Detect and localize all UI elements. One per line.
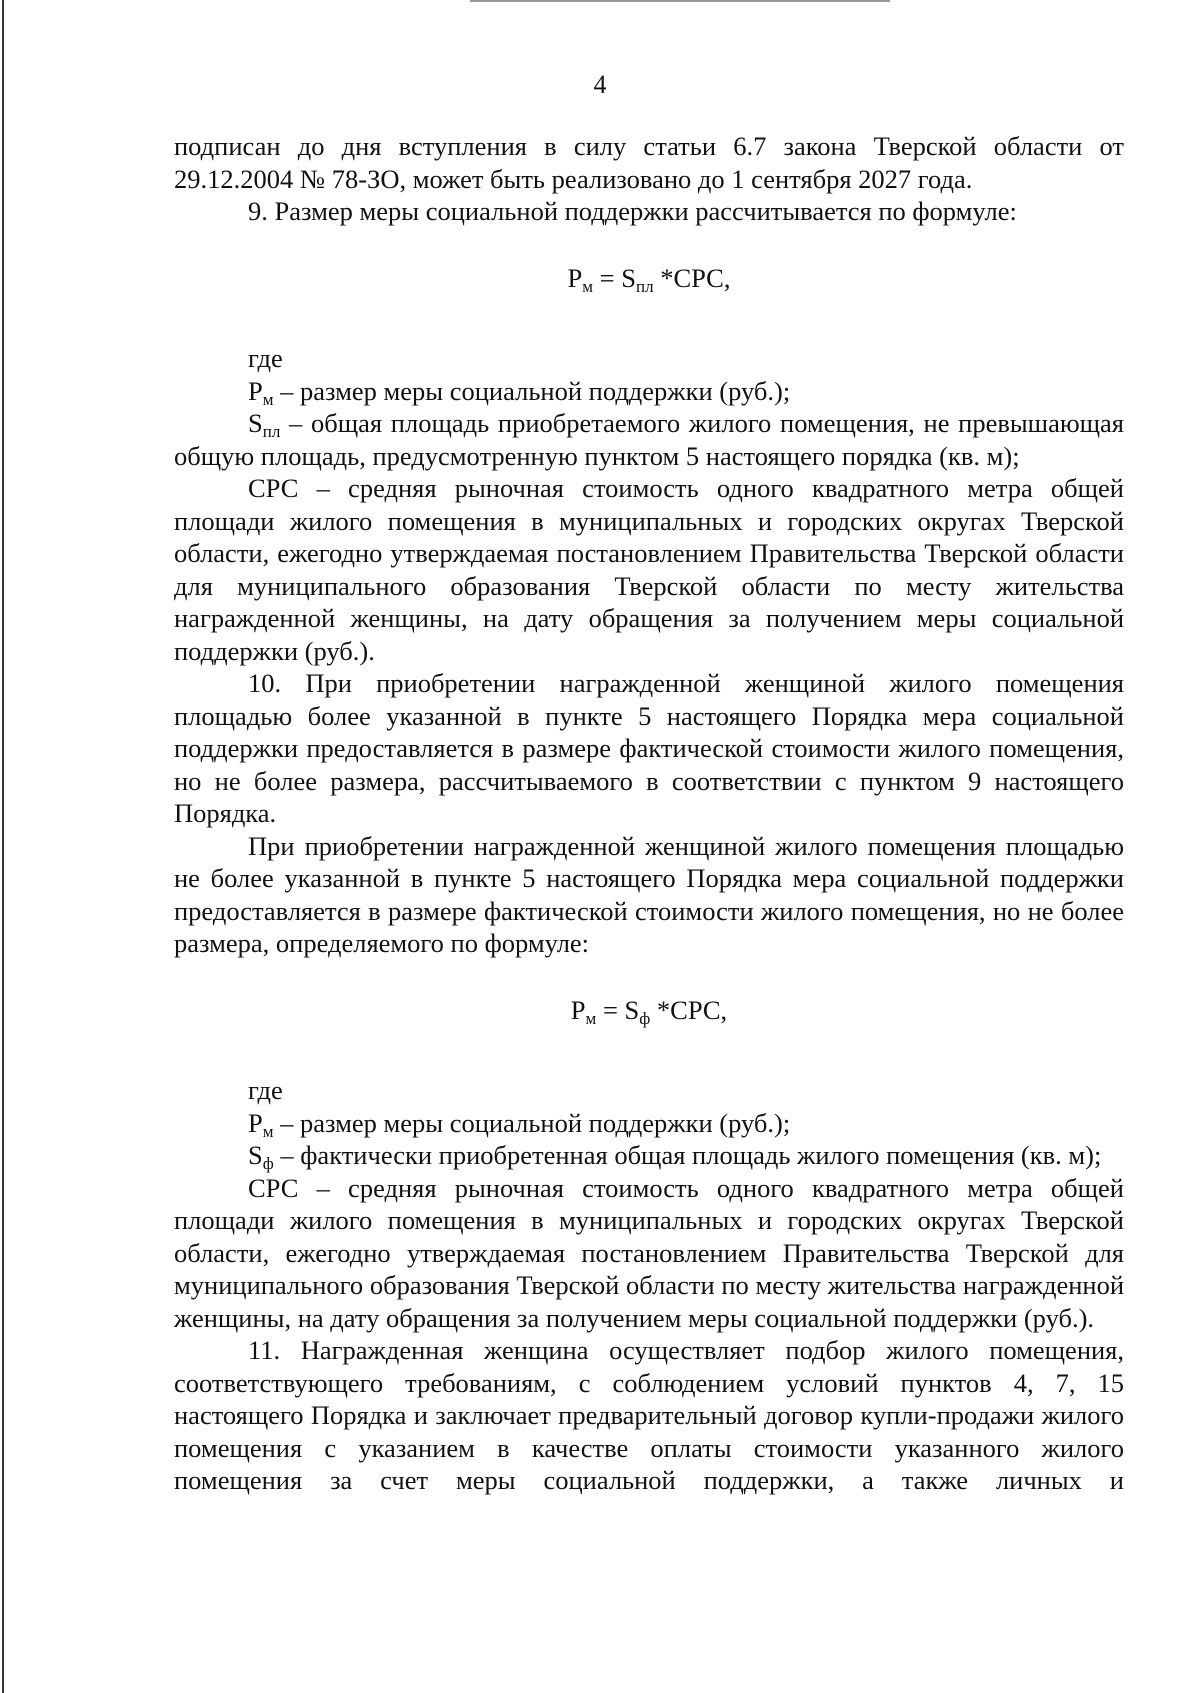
definition-s-pl-text: – общая площадь приобретаемого жилого помещения, не превышающая общую площадь, предусмотренную пунктом 5 настоящего порядка (кв. м); (174, 408, 1124, 471)
definition-pm-1-symbol: P (248, 375, 263, 406)
formula-1-rest: *СРС, (653, 262, 731, 293)
formula-2-eq: = S (596, 994, 640, 1025)
definition-srs-1: СРС – средняя рыночная стоимость одного квадратного метра общей площади жилого помещения в муниципальных и городских округах Тверской области, ежегодно утверждаемая постановлением Правительства Тверской области для муниципального образования Тверской области по месту жительства награжденной женщины, на дату обращения за получением меры социальной поддержки (руб.). (174, 473, 1124, 666)
where-label-2: где (248, 1075, 283, 1105)
definition-s-pl-symbol: S (248, 408, 263, 438)
definition-s-f-sub: ф (262, 1154, 274, 1173)
section-10-paragraph: 10. При приобретении награжденной женщиной жилого помещения площадью более указанной в пункте 5 настоящего Порядка мера социальной поддержки предоставляется в размере фактической стоимости жилого помещения, но не более размера, рассчитываемого в соответствии с пунктом 9 настоящего Порядка. (174, 668, 1124, 828)
definition-s-f-text: – фактически приобретенная общая площадь жилого помещения (кв. м); (273, 1140, 1102, 1170)
formula-2-rhs-sub: ф (639, 1008, 651, 1028)
definition-s-f-symbol: S (248, 1140, 263, 1170)
scan-edge-left (2, 0, 4, 1693)
definition-pm-2-sub: м (262, 1121, 274, 1141)
definition-pm-1 (174, 375, 1124, 408)
formula-1-lhs: P (567, 262, 583, 293)
page-number: 4 (593, 70, 607, 99)
section-9-paragraph: 9. Размер меры социальной поддержки рассчитывается по формуле: (248, 196, 1017, 226)
definition-srs-2: СРС – средняя рыночная стоимость одного квадратного метра общей площади жилого помещения в муниципальных и городских округах Тверской области, ежегодно утверждаемая постановлением Правительства Тверской для муниципального образования Тверской области по месту жительства награжденной женщины, на дату обращения за получением меры социальной поддержки (руб.). (174, 1172, 1124, 1333)
intro-paragraph: подписан до дня вступления в силу статьи 6.7 закона Тверской области от 29.12.2004 № 78-ЗО, может быть реализовано до 1 сентября 2027 года. (174, 131, 1124, 194)
document-body (174, 130, 1124, 1497)
formula-1-lhs-sub: м (582, 276, 594, 296)
where-label-1: где (248, 343, 283, 373)
scan-edge-top (470, 0, 890, 2)
formula-2-lhs: P (570, 994, 586, 1025)
section-10-paragraph-2: При приобретении награжденной женщиной жилого помещения площадью не более указанной в пункте 5 настоящего Порядка мера социальной поддержки предоставляется в размере фактической стоимости жилого помещения, но не более размера, определяемого по формуле: (174, 830, 1124, 958)
definition-s-pl-sub: пл (262, 422, 281, 441)
definition-s-pl (174, 407, 1124, 472)
formula-1-rhs-sub: пл (635, 276, 654, 296)
formula-2-rest: *СРС, (650, 994, 728, 1025)
definition-pm-2 (174, 1107, 1124, 1140)
definition-pm-2-symbol: P (248, 1107, 263, 1138)
section-11-paragraph: 11. Награжденная женщина осуществляет подбор жилого помещения, соответствующего требованиям, с соблюдением условий пунктов 4, 7, 15 настоящего Порядка и заключает предварительный договор купли-продажи жилого помещения с указанием в качестве оплаты стоимости указанного жилого помещения за счет меры социальной поддержки, а также личных и (174, 1335, 1124, 1495)
definition-pm-1-sub: м (262, 389, 274, 409)
formula-1-eq: = S (593, 262, 636, 293)
definition-pm-2-text: – размер меры социальной поддержки (руб.); (273, 1107, 791, 1138)
formula-1 (174, 262, 1124, 295)
definition-s-f (174, 1139, 1124, 1172)
formula-2 (174, 994, 1124, 1027)
formula-2-lhs-sub: м (585, 1008, 597, 1028)
definition-pm-1-text: – размер меры социальной поддержки (руб.); (273, 375, 791, 406)
